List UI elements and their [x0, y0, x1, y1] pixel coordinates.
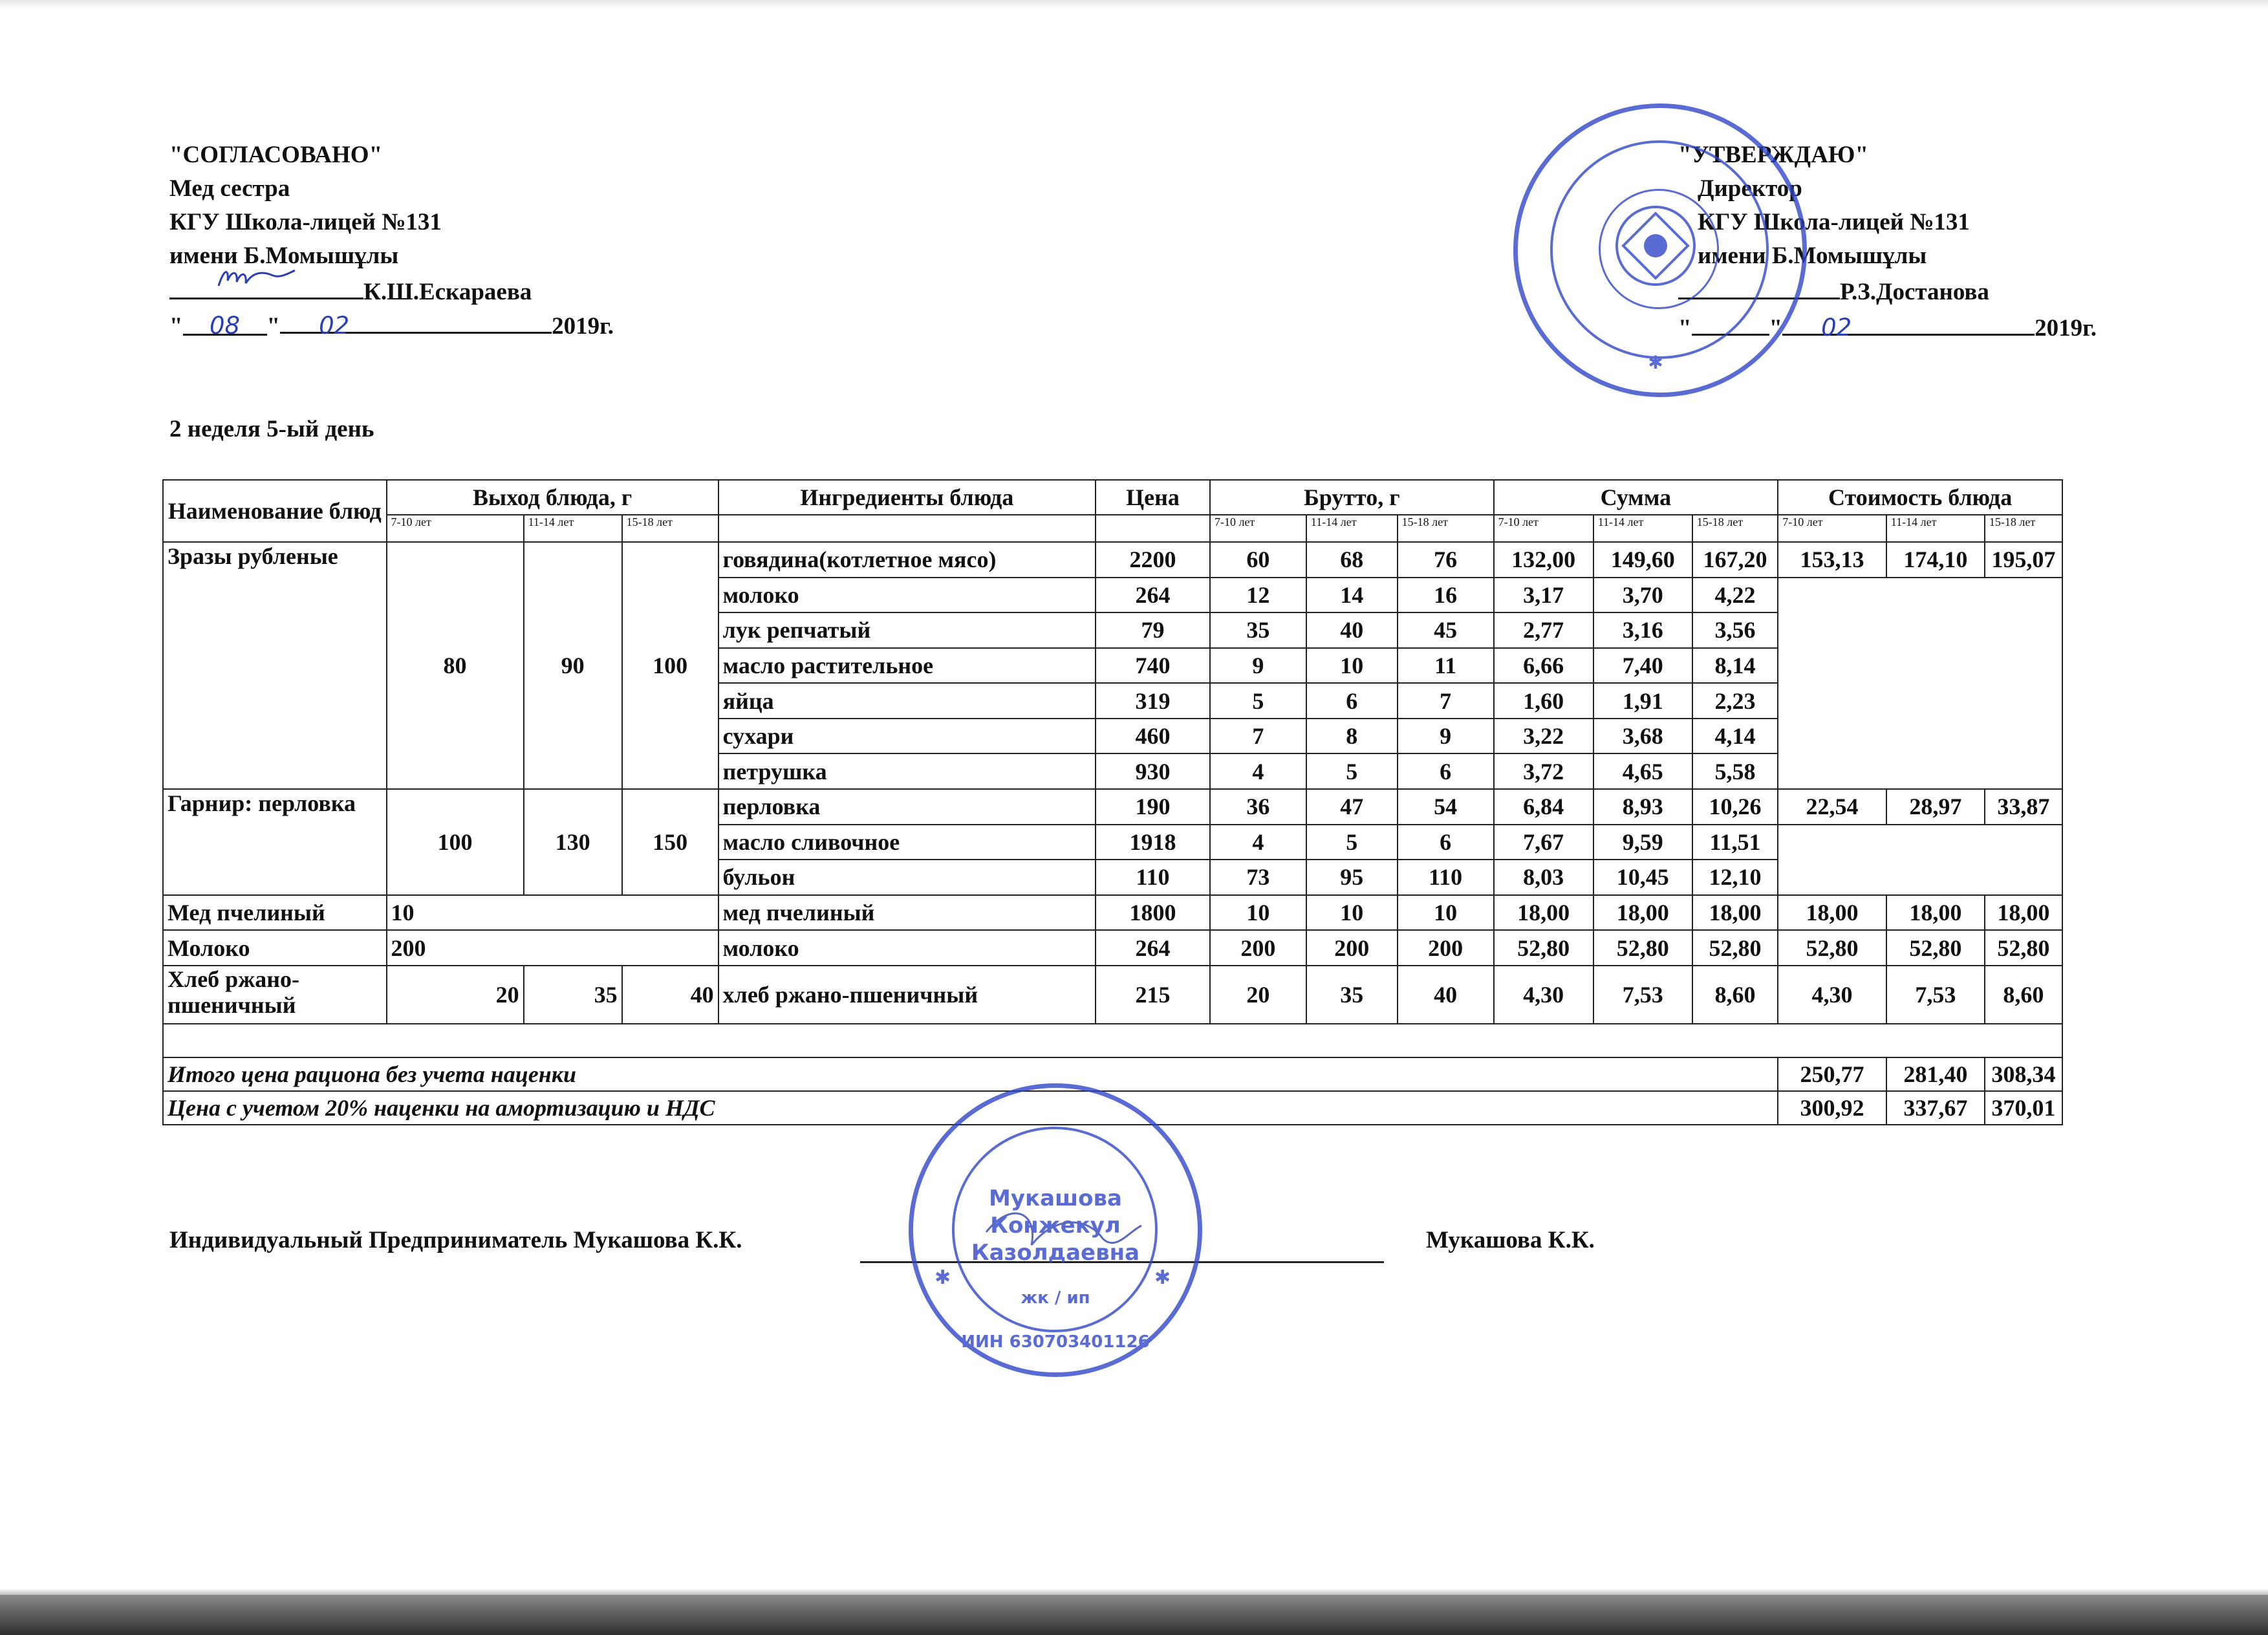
gross-value: 45 — [1398, 612, 1494, 648]
approval-right-org: КГУ Школа-лицей №131 — [1698, 209, 1970, 235]
ingredient: масло растительное — [718, 648, 1096, 684]
cost-value: 52,80 — [1985, 930, 2062, 966]
ip-seal-stamp — [909, 1083, 1202, 1377]
price: 79 — [1096, 612, 1210, 648]
scan-bottom-shadow — [0, 1588, 2268, 1595]
sum-value: 52,80 — [1494, 930, 1593, 966]
sum-value: 3,16 — [1593, 612, 1692, 648]
sum-value: 6,66 — [1494, 648, 1593, 684]
gross-value: 10 — [1398, 895, 1494, 931]
gross-value: 6 — [1398, 825, 1494, 860]
cost-value: 52,80 — [1778, 930, 1886, 966]
price: 740 — [1096, 648, 1210, 684]
yield-value: 100 — [622, 542, 718, 789]
gross-value: 9 — [1210, 648, 1306, 684]
sum-value: 7,67 — [1494, 825, 1593, 860]
sum-value: 8,03 — [1494, 860, 1593, 895]
sum-value: 18,00 — [1692, 895, 1778, 931]
cost-value: 33,87 — [1985, 789, 2062, 825]
gross-value: 11 — [1398, 648, 1494, 684]
price: 460 — [1096, 719, 1210, 754]
footer-left-text: Индивидуальный Предприниматель Мукашова К.К. — [169, 1227, 742, 1253]
header-dish: Наименование блюд — [163, 480, 387, 542]
yield-value: 100 — [387, 789, 524, 895]
total-value: 300,92 — [1778, 1091, 1886, 1125]
svg-text:✱: ✱ — [1648, 352, 1663, 373]
gross-value: 73 — [1210, 860, 1306, 895]
total-without-markup-label: Итого цена рациона без учета наценки — [163, 1057, 1778, 1091]
scan-bottom-edge — [0, 1595, 2268, 1635]
sum-value: 18,00 — [1494, 895, 1593, 931]
ingredient: яйца — [718, 683, 1096, 719]
approval-left-heading: "СОГЛАСОВАНО" — [169, 142, 383, 168]
sum-value: 2,23 — [1692, 683, 1778, 719]
age-group: 15-18 лет — [1398, 515, 1494, 542]
sum-value: 7,40 — [1593, 648, 1692, 684]
dish-name: Молоко — [163, 930, 387, 966]
gross-value: 40 — [1398, 966, 1494, 1024]
sum-value: 4,22 — [1692, 578, 1778, 613]
sum-value: 5,58 — [1692, 753, 1778, 789]
gross-value: 20 — [1210, 966, 1306, 1024]
age-group: 15-18 лет — [1985, 515, 2062, 542]
approval-right-role: Директор — [1698, 175, 1802, 202]
sum-value: 10,26 — [1692, 789, 1778, 825]
cost-value: 153,13 — [1778, 542, 1886, 578]
sum-value: 149,60 — [1593, 542, 1692, 578]
cost-value: 7,53 — [1886, 966, 1985, 1024]
signature-underline — [169, 273, 363, 299]
age-group: 7-10 лет — [1210, 515, 1306, 542]
gross-value: 4 — [1210, 753, 1306, 789]
gross-value: 12 — [1210, 578, 1306, 613]
sum-value: 4,14 — [1692, 719, 1778, 754]
yield-value: 130 — [524, 789, 622, 895]
table-row — [163, 966, 2062, 1024]
sum-value: 8,93 — [1593, 789, 1692, 825]
approval-left-signatory: К.Ш.Ескараева — [363, 279, 532, 305]
gross-value: 60 — [1210, 542, 1306, 578]
sum-value: 2,77 — [1494, 612, 1593, 648]
total-value: 370,01 — [1985, 1091, 2062, 1125]
date-month-handwritten: 02 — [319, 312, 350, 340]
ingredient: говядина(котлетное мясо) — [718, 542, 1096, 578]
gross-value: 6 — [1306, 683, 1398, 719]
cost-value: 174,10 — [1886, 542, 1985, 578]
approval-left-role: Мед сестра — [169, 175, 290, 202]
school-seal-stamp — [1513, 103, 1807, 397]
gross-value: 5 — [1306, 825, 1398, 860]
age-group: 11-14 лет — [1306, 515, 1398, 542]
sum-value: 18,00 — [1593, 895, 1692, 931]
approval-right-org-name: имени Б.Момышұлы — [1698, 243, 1927, 269]
table-header-row — [163, 480, 2062, 515]
sum-value: 1,60 — [1494, 683, 1593, 719]
approval-right-signatory: Р.З.Достанова — [1840, 279, 1989, 305]
gross-value: 200 — [1306, 930, 1398, 966]
dish-name: Зразы рубленые — [163, 542, 387, 789]
gross-value: 76 — [1398, 542, 1494, 578]
date-year: 2019г. — [552, 313, 614, 340]
sum-value: 11,51 — [1692, 825, 1778, 860]
gross-value: 10 — [1306, 895, 1398, 931]
yield-value: 200 — [387, 930, 718, 966]
sum-value: 9,59 — [1593, 825, 1692, 860]
yield-value: 150 — [622, 789, 718, 895]
gross-value: 4 — [1210, 825, 1306, 860]
sum-value: 52,80 — [1692, 930, 1778, 966]
gross-value: 9 — [1398, 719, 1494, 754]
gross-value: 10 — [1306, 648, 1398, 684]
handwritten-signature-icon — [215, 264, 299, 294]
ingredient: петрушка — [718, 753, 1096, 789]
sum-value: 3,68 — [1593, 719, 1692, 754]
date-year: 2019г. — [2035, 315, 2097, 341]
date-day-handwritten: 08 — [210, 312, 241, 340]
table-row — [163, 542, 2062, 578]
sum-value: 10,45 — [1593, 860, 1692, 895]
sum-value: 4,30 — [1494, 966, 1593, 1024]
yield-value: 40 — [622, 966, 718, 1024]
gross-value: 95 — [1306, 860, 1398, 895]
sum-value: 3,17 — [1494, 578, 1593, 613]
ingredient: мед пчелиный — [718, 895, 1096, 931]
header-ingredients: Ингредиенты блюда — [718, 480, 1096, 515]
gross-value: 16 — [1398, 578, 1494, 613]
sum-value: 3,22 — [1494, 719, 1593, 754]
sum-value: 7,53 — [1593, 966, 1692, 1024]
age-group: 7-10 лет — [1778, 515, 1886, 542]
header-sum: Сумма — [1494, 480, 1778, 515]
yield-value: 80 — [387, 542, 524, 789]
stamp-name-2: Конжекул — [990, 1213, 1121, 1239]
table-row — [163, 930, 2062, 966]
ingredient: масло сливочное — [718, 825, 1096, 860]
sum-value: 4,65 — [1593, 753, 1692, 789]
price: 1918 — [1096, 825, 1210, 860]
price: 110 — [1096, 860, 1210, 895]
gross-value: 7 — [1398, 683, 1494, 719]
gross-value: 5 — [1210, 683, 1306, 719]
ingredient: хлеб ржано-пшеничный — [718, 966, 1096, 1024]
price: 264 — [1096, 930, 1210, 966]
total-value: 250,77 — [1778, 1057, 1886, 1091]
gross-value: 5 — [1306, 753, 1398, 789]
yield-value: 20 — [387, 966, 524, 1024]
yield-value: 35 — [524, 966, 622, 1024]
svg-text:✱: ✱ — [934, 1266, 951, 1289]
footer-right-text: Мукашова К.К. — [1426, 1227, 1595, 1253]
svg-text:✱: ✱ — [1154, 1266, 1171, 1289]
sum-value: 3,72 — [1494, 753, 1593, 789]
gross-value: 8 — [1306, 719, 1398, 754]
age-group: 11-14 лет — [1886, 515, 1985, 542]
table-row — [163, 789, 2062, 825]
ingredient: лук репчатый — [718, 612, 1096, 648]
gross-value: 110 — [1398, 860, 1494, 895]
cost-value: 18,00 — [1778, 895, 1886, 931]
total-value: 337,67 — [1886, 1091, 1985, 1125]
price: 2200 — [1096, 542, 1210, 578]
approval-left-date: " 08 " 02 2019г. — [169, 309, 614, 343]
scan-top-edge — [0, 0, 2268, 9]
gross-value: 200 — [1398, 930, 1494, 966]
dish-name: Гарнир: перловка — [163, 789, 387, 895]
price: 215 — [1096, 966, 1210, 1024]
cost-value: 52,80 — [1886, 930, 1985, 966]
yield-value: 90 — [524, 542, 622, 789]
approval-left-signature-line — [169, 273, 614, 309]
sum-value: 1,91 — [1593, 683, 1692, 719]
price: 190 — [1096, 789, 1210, 825]
approval-right-heading: "УТВЕРЖДАЮ" — [1678, 142, 1868, 168]
gross-value: 10 — [1210, 895, 1306, 931]
cost-value: 18,00 — [1886, 895, 1985, 931]
ingredient: молоко — [718, 578, 1096, 613]
dish-name: Мед пчелиный — [163, 895, 387, 931]
header-cost: Стоимость блюда — [1778, 480, 2062, 515]
sum-value: 8,14 — [1692, 648, 1778, 684]
gross-value: 35 — [1210, 612, 1306, 648]
header-yield: Выход блюда, г — [387, 480, 718, 515]
ingredient: молоко — [718, 930, 1096, 966]
cost-value: 18,00 — [1985, 895, 2062, 931]
approval-right-date: " " 02 2019г. — [1678, 309, 2097, 345]
sum-value: 3,70 — [1593, 578, 1692, 613]
stamp-name-1: Мукашова — [989, 1186, 1122, 1211]
approval-left-block — [169, 138, 614, 343]
cost-value: 28,97 — [1886, 789, 1985, 825]
yield-value: 10 — [387, 895, 718, 931]
total-value: 281,40 — [1886, 1057, 1985, 1091]
spacer-row — [163, 1024, 2062, 1057]
sum-value: 132,00 — [1494, 542, 1593, 578]
gross-value: 68 — [1306, 542, 1398, 578]
gross-value: 54 — [1398, 789, 1494, 825]
gross-value: 40 — [1306, 612, 1398, 648]
cost-empty-cell — [1778, 825, 2062, 895]
header-gross: Брутто, г — [1210, 480, 1494, 515]
age-group: 11-14 лет — [1593, 515, 1692, 542]
header-price: Цена — [1096, 480, 1210, 515]
age-group: 11-14 лет — [524, 515, 622, 542]
gross-value: 7 — [1210, 719, 1306, 754]
gross-value: 6 — [1398, 753, 1494, 789]
sum-value: 3,56 — [1692, 612, 1778, 648]
age-group: 7-10 лет — [1494, 515, 1593, 542]
cost-value: 8,60 — [1985, 966, 2062, 1024]
stamp-abbr: жк / ип — [1021, 1288, 1090, 1308]
gross-value: 36 — [1210, 789, 1306, 825]
cost-value: 4,30 — [1778, 966, 1886, 1024]
cost-value: 22,54 — [1778, 789, 1886, 825]
gross-value: 47 — [1306, 789, 1398, 825]
total-with-markup-label: Цена с учетом 20% наценки на амортизацию и НДС — [163, 1091, 1778, 1125]
sum-value: 52,80 — [1593, 930, 1692, 966]
price: 930 — [1096, 753, 1210, 789]
sum-value: 6,84 — [1494, 789, 1593, 825]
table-row — [163, 895, 2062, 931]
price: 264 — [1096, 578, 1210, 613]
stamp-name-3: Казолдаевна — [971, 1240, 1140, 1266]
day-label: 2 неделя 5-ый день — [169, 416, 374, 442]
total-value: 308,34 — [1985, 1057, 2062, 1091]
age-group: 15-18 лет — [1692, 515, 1778, 542]
age-group: 7-10 лет — [387, 515, 524, 542]
seal-emblem-icon — [1513, 103, 1798, 388]
approval-left-org: КГУ Школа-лицей №131 — [169, 209, 442, 235]
gross-value: 14 — [1306, 578, 1398, 613]
cost-value: 195,07 — [1985, 542, 2062, 578]
ingredient: сухари — [718, 719, 1096, 754]
sum-value: 8,60 — [1692, 966, 1778, 1024]
table-age-header-row — [163, 515, 2062, 542]
stamp-inn: ИИН 630703401126 — [961, 1332, 1150, 1352]
gross-value: 200 — [1210, 930, 1306, 966]
sum-value: 12,10 — [1692, 860, 1778, 895]
ingredient: бульон — [718, 860, 1096, 895]
date-month-handwritten: 02 — [1821, 314, 1852, 341]
price: 319 — [1096, 683, 1210, 719]
approval-left-org-name: имени Б.Момышұлы — [169, 243, 399, 269]
ingredient: перловка — [718, 789, 1096, 825]
stamp-signature-icon — [909, 1083, 1193, 1368]
age-group: 15-18 лет — [622, 515, 718, 542]
sum-value: 167,20 — [1692, 542, 1778, 578]
cost-empty-cell — [1778, 578, 2062, 789]
dish-name: Хлеб ржано-пшеничный — [163, 966, 387, 1024]
price: 1800 — [1096, 895, 1210, 931]
menu-cost-table — [162, 479, 2063, 1125]
gross-value: 35 — [1306, 966, 1398, 1024]
